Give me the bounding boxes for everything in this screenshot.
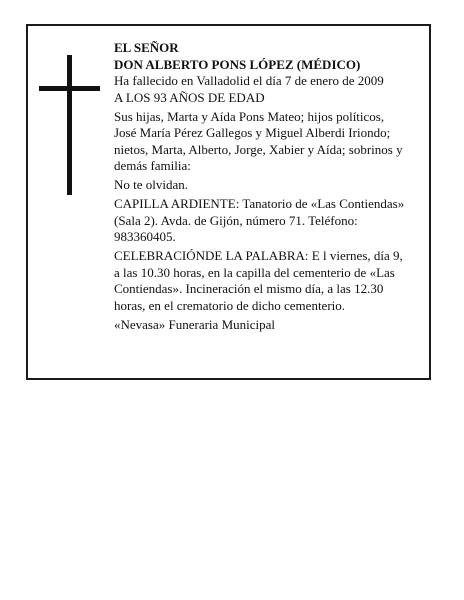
ceremony-line: Contiendas». Incineración el mismo día, a las 12.30 (114, 281, 384, 296)
chapel-line: CAPILLA ARDIENTE: Tanatorio de «Las Contiendas» (114, 196, 405, 211)
chapel-line: 983360405. (114, 229, 176, 244)
cross-vertical-bar (67, 55, 72, 195)
closing-family: No te olvidan. (114, 177, 189, 192)
ceremony-line: CELEBRACIÓNDE LA PALABRA: E l viernes, día 9, (114, 248, 403, 263)
deceased-name: DON ALBERTO PONS LÓPEZ (MÉDICO) (114, 56, 361, 72)
funeral-home: «Nevasa» Funeraria Municipal (114, 316, 276, 332)
family-line: José María Pérez Gallegos y Miguel Alberdi Iriondo; (114, 125, 391, 140)
notice-text (114, 40, 422, 333)
family-line: nietos, Marta, Alberto, Jorge, Xabier y Aída; sobrinos y (114, 141, 403, 157)
family-line: demás familia: (114, 158, 191, 173)
chapel-line: (Sala 2). Avda. de Gijón, número 71. Teléfono: (114, 212, 358, 228)
family-paragraph (114, 109, 422, 175)
notice-title: EL SEÑOR (114, 40, 179, 55)
cross-horizontal-bar (39, 86, 100, 91)
ceremony-line: horas, en el crematorio de dicho cementerio. (114, 297, 346, 313)
obituary-notice (26, 24, 431, 380)
family-line: Sus hijas, Marta y Aída Pons Mateo; hijos políticos, (114, 108, 385, 124)
ceremony-line: a las 10.30 horas, en la capilla del cementerio de «Las (114, 264, 395, 280)
age-line: A LOS 93 AÑOS DE EDAD (114, 89, 265, 105)
chapel-paragraph (114, 196, 422, 246)
death-line: Ha fallecido en Valladolid el día 7 de enero de 2009 (114, 73, 384, 88)
ceremony-paragraph (114, 248, 422, 314)
